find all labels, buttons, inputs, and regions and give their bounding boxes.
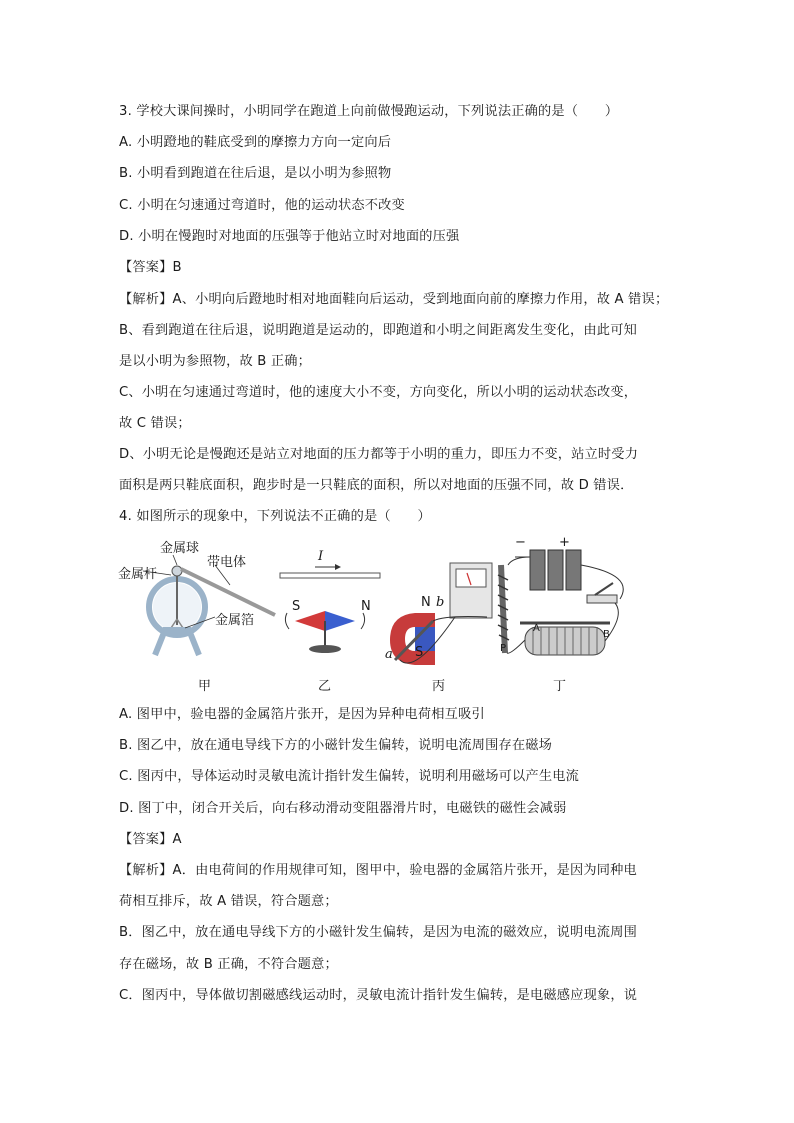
question-4-figure xyxy=(115,535,645,700)
question-4-analysis-line: 存在磁场，故 B 正确，不符合题意； xyxy=(119,957,338,972)
label-needle-n: N xyxy=(361,599,371,614)
label-rheostat-p: P xyxy=(500,643,507,654)
figure-caption-yi: 乙 xyxy=(318,679,332,694)
question-3-analysis-line: D、小明无论是慢跑还是站立对地面的压力都等于小明的重力，即压力不变，站立时受力 xyxy=(119,447,639,462)
question-3-analysis-line: 面积是两只鞋底面积，跑步时是一只鞋底的面积，所以对地面的压强不同，故 D 错误． xyxy=(119,478,634,493)
question-4-option-a: A. 图甲中，验电器的金属箔片张开，是因为异种电荷相互吸引 xyxy=(119,707,485,722)
figure-caption-bing: 丙 xyxy=(432,679,446,694)
question-3-option-a: A. 小明蹬地的鞋底受到的摩擦力方向一定向后 xyxy=(119,135,392,150)
label-battery-minus: − xyxy=(515,535,526,550)
question-3-analysis-line: 故 C 错误； xyxy=(119,416,191,431)
question-3-answer: 【答案】B xyxy=(119,260,182,275)
label-metal-rod: 金属杆 xyxy=(118,567,158,582)
question-3-analysis-line: 【解析】A、小明向后蹬地时相对地面鞋向后运动，受到地面向前的摩擦力作用，故 A 错误； xyxy=(119,292,669,307)
induction-illustration xyxy=(390,563,492,665)
question-3-option-c: C. 小明在匀速通过弯道时，他的运动状态不改变 xyxy=(119,198,405,213)
electroscope-illustration xyxy=(143,555,275,655)
label-current-i: I xyxy=(318,549,324,564)
label-magnet-n: N xyxy=(421,595,431,610)
label-metal-ball: 金属球 xyxy=(160,541,200,556)
question-3-analysis-line: C、小明在匀速通过弯道时，他的速度大小不变，方向变化，所以小明的运动状态改变， xyxy=(119,385,638,400)
question-4-option-b: B. 图乙中，放在通电导线下方的小磁针发生偏转，说明电流周围存在磁场 xyxy=(119,738,553,753)
figure-caption-jia: 甲 xyxy=(198,679,212,694)
question-4-analysis-line: B．图乙中，放在通电导线下方的小磁针发生偏转，是因为电流的磁效应，说明电流周围 xyxy=(119,925,637,940)
question-3-stem: 3. 学校大课间操时，小明同学在跑道上向前做慢跑运动，下列说法正确的是（ ） xyxy=(119,104,619,119)
label-point-b: b xyxy=(436,595,445,610)
question-4-stem: 4. 如图所示的现象中，下列说法不正确的是（ ） xyxy=(119,509,431,524)
question-4-analysis-line: C．图丙中，导体做切割磁感线运动时，灵敏电流计指针发生偏转，是电磁感应现象，说 xyxy=(119,988,638,1003)
question-4-answer: 【答案】A xyxy=(119,832,182,847)
question-3-analysis-line: B、看到跑道在往后退，说明跑道是运动的，即跑道和小明之间距离发生变化，由此可知 xyxy=(119,323,637,338)
question-3-option-b: B. 小明看到跑道在往后退，是以小明为参照物 xyxy=(119,166,392,181)
question-4-analysis-line: 【解析】A．由电荷间的作用规律可知，图甲中，验电器的金属箔片张开，是因为同种电 xyxy=(119,863,637,878)
label-rheostat-a: A xyxy=(533,623,540,634)
figure-caption-ding: 丁 xyxy=(553,679,567,694)
label-rheostat-b: B xyxy=(603,629,610,640)
question-3-option-d: D. 小明在慢跑时对地面的压强等于他站立时对地面的压强 xyxy=(119,229,460,244)
label-needle-s: S xyxy=(292,599,301,614)
label-point-a: a xyxy=(385,647,393,662)
label-magnet-s: S xyxy=(415,645,424,660)
question-4-analysis-line: 荷相互排斥，故 A 错误，符合题意； xyxy=(119,894,338,909)
question-3-analysis-line: 是以小明为参照物，故 B 正确； xyxy=(119,354,312,369)
label-charged-body: 带电体 xyxy=(207,555,247,570)
question-4-option-c: C. 图丙中，导体运动时灵敏电流计指针发生偏转，说明利用磁场可以产生电流 xyxy=(119,769,579,784)
question-4-option-d: D. 图丁中，闭合开关后，向右移动滑动变阻器滑片时，电磁铁的磁性会减弱 xyxy=(119,801,567,816)
label-metal-foil: 金属箔 xyxy=(215,613,255,628)
label-battery-plus: + xyxy=(559,535,570,550)
